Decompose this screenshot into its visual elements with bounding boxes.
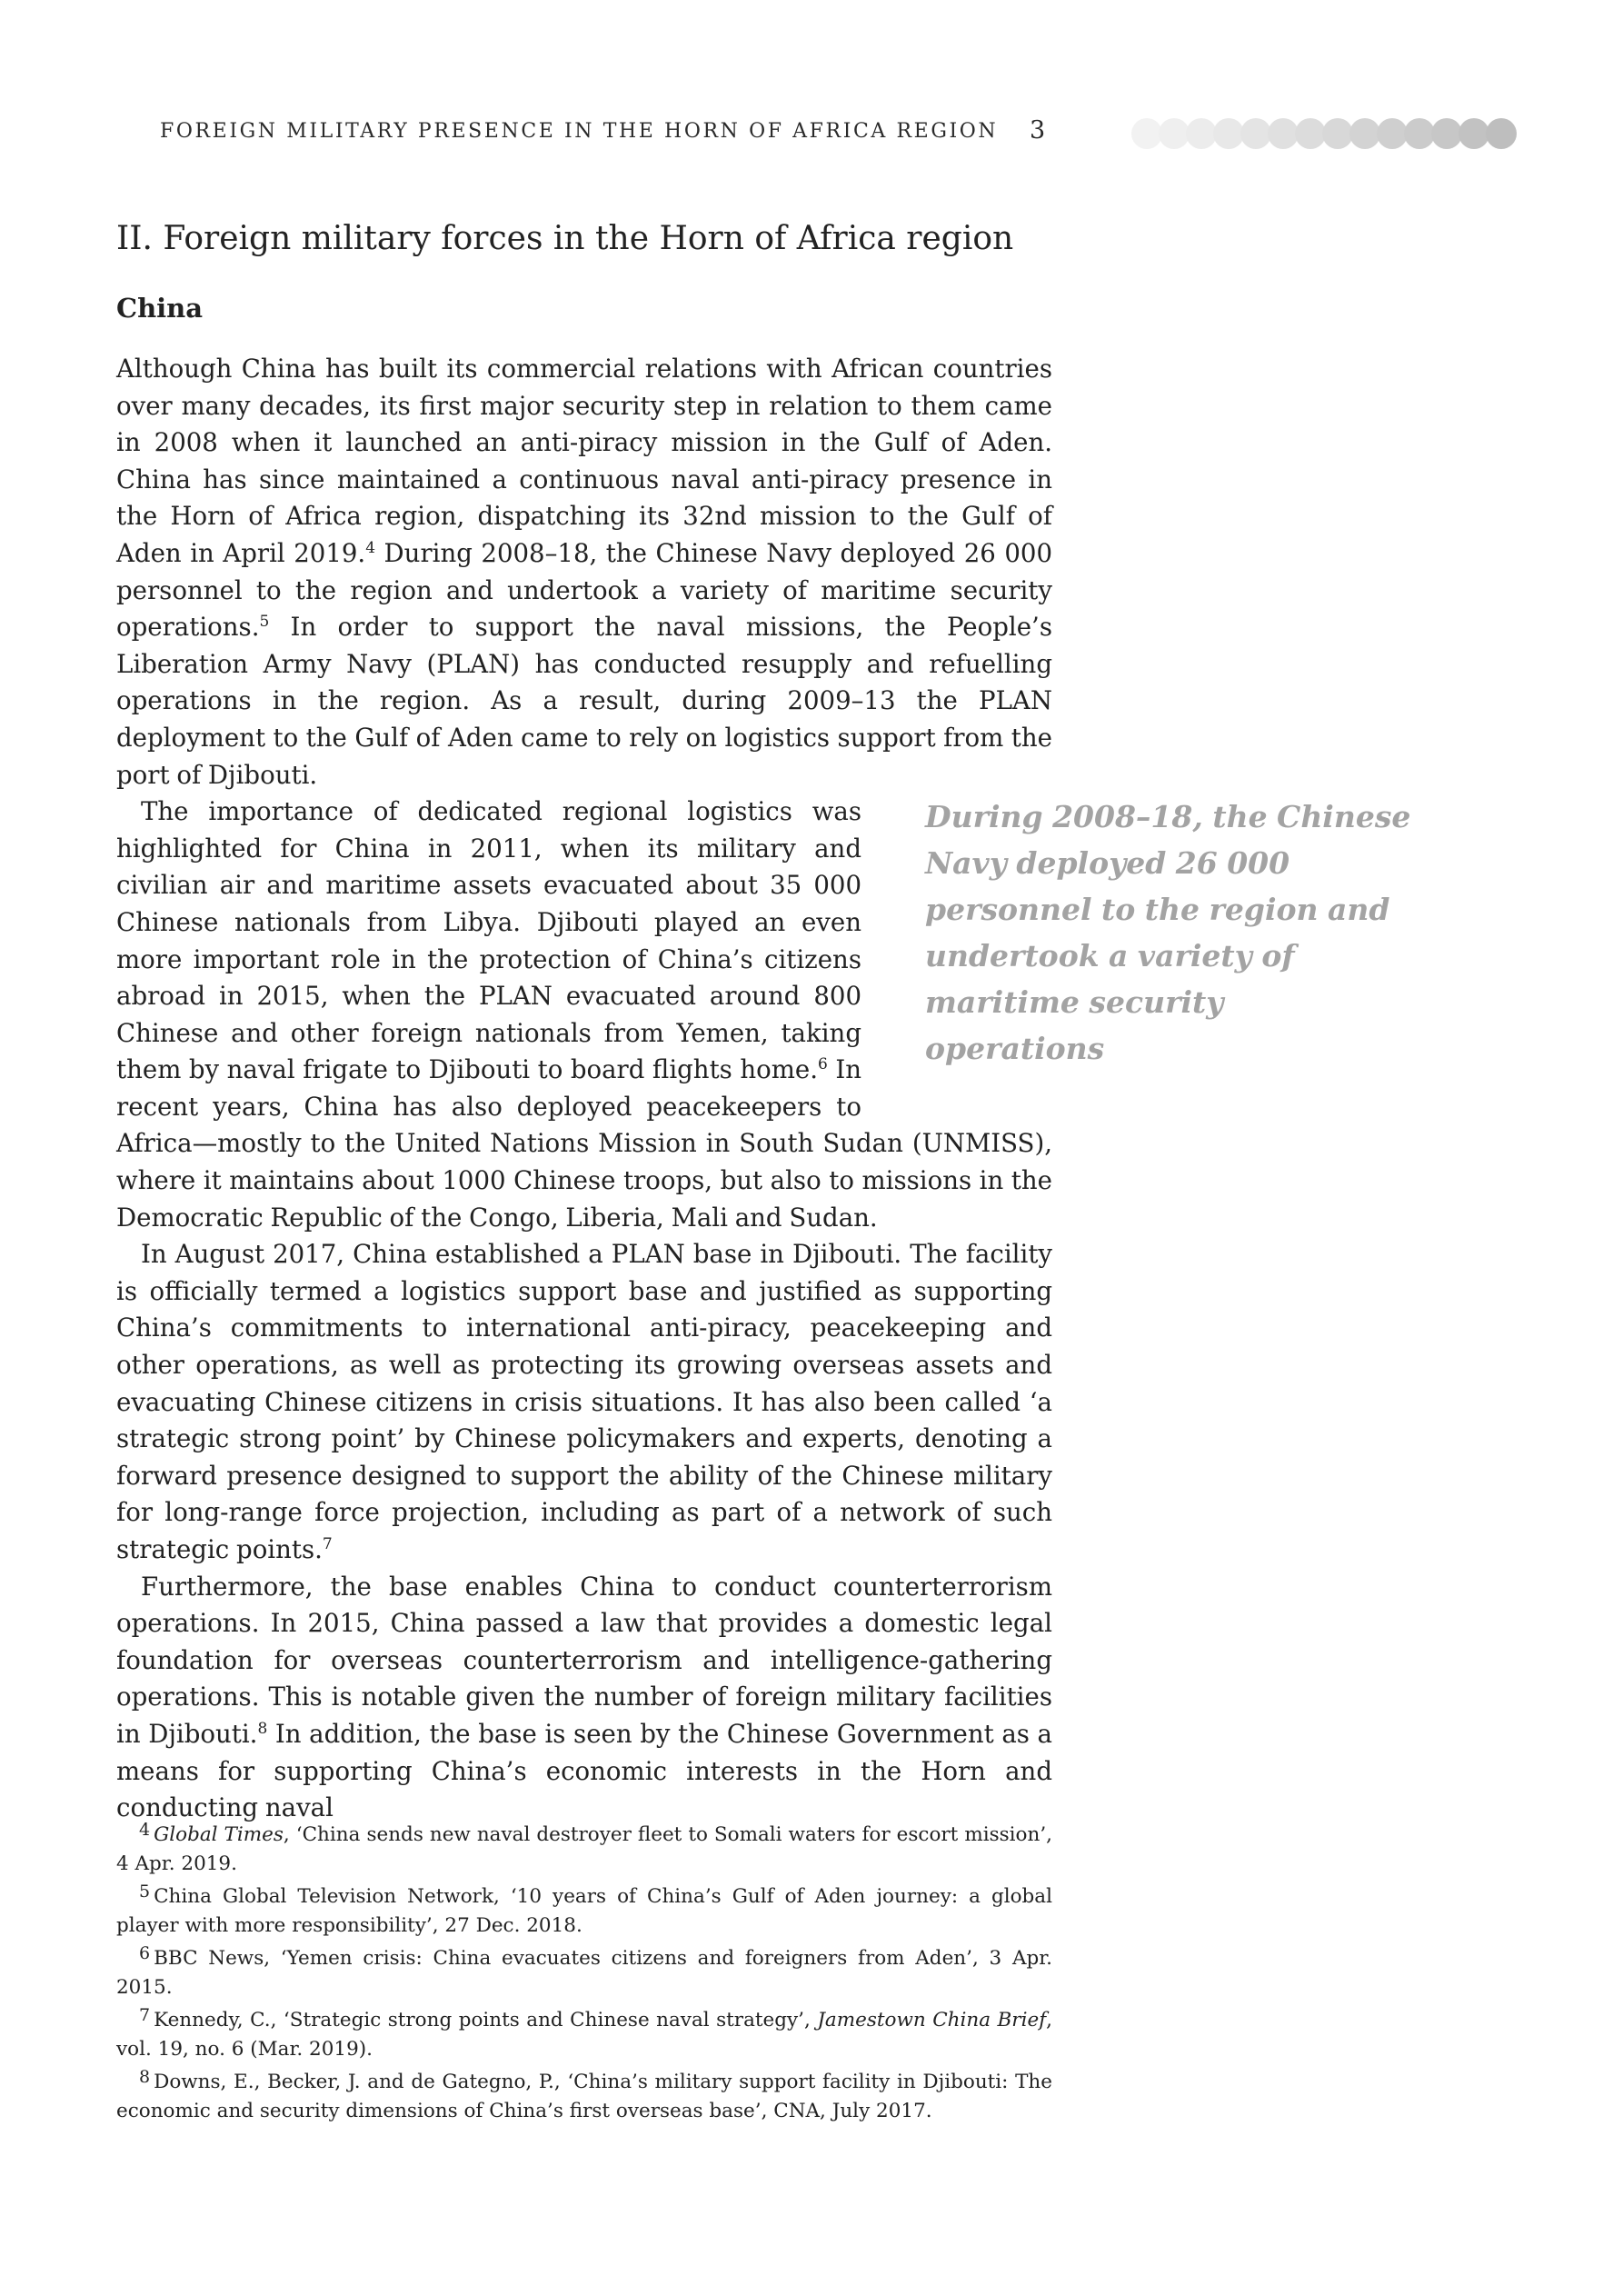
- running-header: [160, 116, 1541, 153]
- text-run: The importance of dedicated regional logistics was highlighted for China in 2011, when its military and civilian air and maritime assets evacuated about 35 000 Chinese nationals from Libya. Djibouti played an even more important role in the protection of China’s citizens abroad in 2015, when the PLAN evacuated around 800 Chinese and other foreign nationals from Yemen, taking them by naval frigate to Djibouti to board flights home.: [116, 796, 861, 1085]
- footnote-number: 7: [139, 2005, 151, 2025]
- text-run: During 2008–18, the Chinese Navy deployed 26 000 personnel to the region and undertook a variety of maritime security operations.: [116, 537, 1052, 643]
- decorative-dot: [1295, 118, 1326, 149]
- decorative-dot: [1404, 118, 1435, 149]
- paragraph-1: [116, 351, 1052, 794]
- footnote-ref[interactable]: 5: [259, 612, 270, 631]
- text-run: Furthermore, the base enables China to conduct counterterrorism operations. In 2015, China passed a law that provides a domestic legal foundation for overseas counterterrorism and intelligence-gathering operations. This is notable given the number of foreign military facilities in Djibouti.: [116, 1571, 1052, 1749]
- footnote-8: [116, 2063, 1052, 2125]
- footnote-ref[interactable]: 7: [322, 1534, 333, 1553]
- decorative-dot: [1268, 118, 1299, 149]
- footnotes: [116, 1816, 1052, 2125]
- section-heading: II. Foreign military forces in the Horn of Africa region: [116, 220, 1014, 257]
- decorative-dot: [1322, 118, 1353, 149]
- footnote-ref[interactable]: 4: [365, 538, 376, 557]
- decorative-dot: [1159, 118, 1190, 149]
- footnote-text: , ‘China sends new naval destroyer fleet to Somali waters for escort mission’, 4 Apr. 2019.: [116, 1823, 1052, 1875]
- subheading-china: China: [116, 293, 204, 324]
- footnote-text: BBC News, ‘Yemen crisis: China evacuates citizens and foreigners from Aden’, 3 Apr. 2015.: [116, 1947, 1052, 1999]
- footnote-italic: Jamestown China Brief: [817, 2009, 1047, 2031]
- text-run: In order to support the naval missions, the People’s Liberation Army Navy (PLAN) has conducted resupply and refuelling operations in the region. As a result, during 2009–13 the PLAN deployment to the Gulf of Aden came to rely on logistics support from the port of Djibouti.: [116, 612, 1052, 790]
- decorative-dot: [1377, 118, 1408, 149]
- pullquote: During 2008–18, the Chinese Navy deployed 26 000 personnel to the region and undertook a variety of maritime security operations: [925, 799, 1411, 1067]
- footnote-number: 6: [139, 1943, 151, 1963]
- text-run: Although China has built its commercial relations with African countries over many decades, its first major security step in relation to them came in 2008 when it launched an anti-piracy mission in the Gulf of Aden. China has since maintained a continuous naval anti-piracy presence in the Horn of Africa region, dispatching its 32nd mission to the Gulf of Aden in April 2019.: [116, 354, 1052, 568]
- decorative-dot: [1186, 118, 1217, 149]
- text-run: In recent years, China has also deployed peacekeepers to Africa—mostly to the United Nations Mission in South Sudan (UNMISS), where it maintains about 1000 Chinese troops, but also to missions in the Democratic Republic of the Congo, Liberia, Mali and Sudan.: [116, 1054, 1052, 1233]
- footnote-text: China Global Television Network, ‘10 years of China’s Gulf of Aden journey: a global player with more responsibility’, 27 Dec. 2018.: [116, 1885, 1052, 1937]
- text-run: In addition, the base is seen by the Chinese Government as a means for supporting China’s economic interests in the Horn and conducting naval: [116, 1718, 1052, 1823]
- footnote-7: [116, 2002, 1052, 2063]
- running-title: FOREIGN MILITARY PRESENCE IN THE HORN OF AFRICA REGION: [160, 120, 999, 143]
- footnote-4: [116, 1816, 1052, 1878]
- footnote-5: [116, 1878, 1052, 1940]
- footnote-ref[interactable]: 6: [817, 1055, 828, 1074]
- decorative-dot: [1213, 118, 1244, 149]
- paragraph-2: [116, 794, 1411, 1236]
- footnote-text: , vol. 19, no. 6 (Mar. 2019).: [116, 2009, 1052, 2061]
- decorative-dot: [1431, 118, 1462, 149]
- footnote-ref[interactable]: 8: [257, 1719, 268, 1738]
- decorative-dot: [1240, 118, 1271, 149]
- footnote-italic: Global Times: [154, 1823, 284, 1846]
- footnote-number: 8: [139, 2067, 151, 2087]
- footnote-number: 5: [139, 1882, 151, 1902]
- page-number: 3: [1030, 116, 1046, 145]
- decorative-dot: [1131, 118, 1162, 149]
- footnote-number: 4: [139, 1820, 151, 1840]
- body-text: [116, 351, 1411, 1827]
- footnote-6: [116, 1940, 1052, 2002]
- footnote-text: Downs, E., Becker, J. and de Gategno, P., ‘China’s military support facility in Djibouti: The economic and security dimensions of China’s first overseas base’, CNA, July 2017.: [116, 2071, 1052, 2122]
- paragraph-3: [116, 1236, 1052, 1568]
- decorative-dot: [1459, 118, 1489, 149]
- decorative-dot: [1349, 118, 1380, 149]
- paragraph-4: [116, 1569, 1052, 1827]
- text-run: In August 2017, China established a PLAN base in Djibouti. The facility is officially termed a logistics support base and justified as supporting China’s commitments to international anti-piracy, peacekeeping and other operations, as well as protecting its growing overseas assets and evacuating Chinese citizens in crisis situations. It has also been called ‘a strategic strong point’ by Chinese policymakers and experts, denoting a forward presence designed to support the ability of the Chinese military for long-range force projection, including as part of a network of such strategic points.: [116, 1239, 1052, 1564]
- footnote-text: Kennedy, C., ‘Strategic strong points and Chinese naval strategy’,: [154, 2009, 818, 2031]
- decorative-dot: [1486, 118, 1517, 149]
